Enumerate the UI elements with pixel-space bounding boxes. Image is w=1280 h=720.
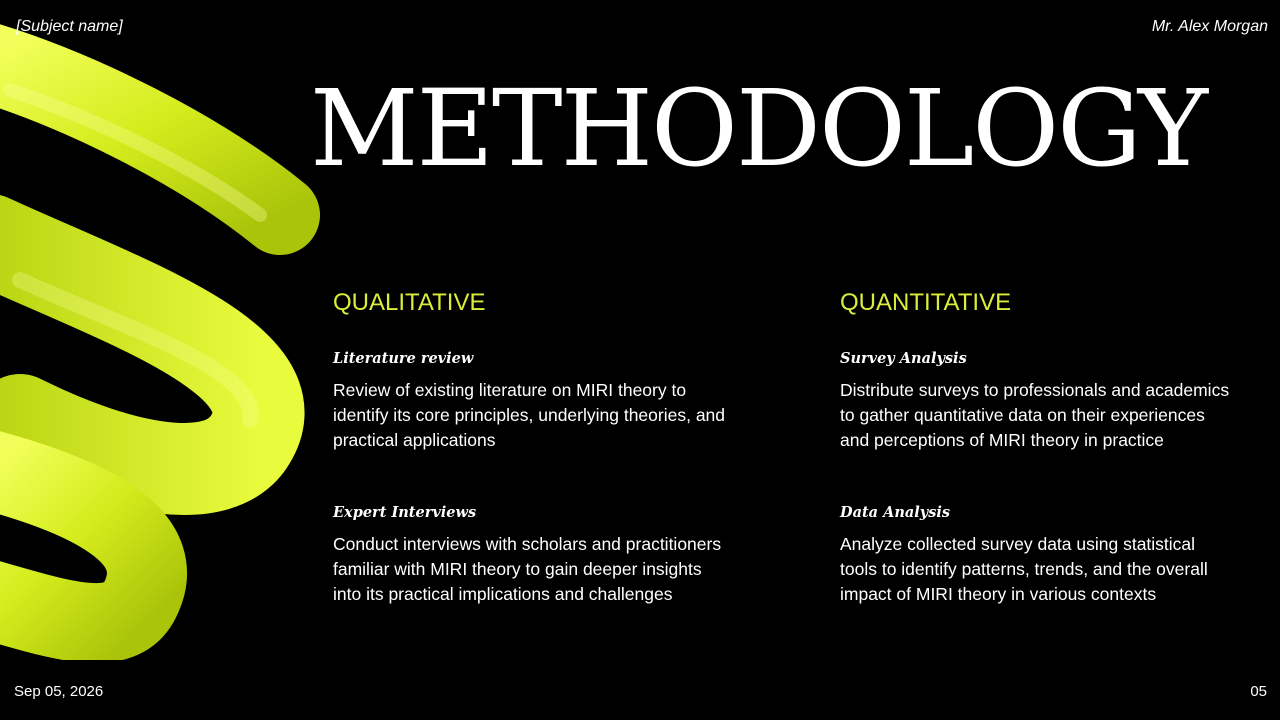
decorative-yellow-coil-graphic [0,0,320,660]
method-item-description: Review of existing literature on MIRI theory to identify its core principles, underlying theories, and practical applications [333,380,726,450]
qualitative-heading: QUALITATIVE [333,289,486,316]
method-item-title: Data Analysis [840,504,951,521]
quantitative-heading: QUANTITATIVE [840,289,1012,316]
quantitative-column [840,288,1240,604]
subject-name: [Subject name] [16,18,123,35]
method-item-description: Distribute surveys to professionals and academics to gather quantitative data on their experiences and perceptions of MIRI theory in practice [840,380,1230,450]
method-item-title: Survey Analysis [840,350,967,367]
method-item [333,504,733,607]
qualitative-column [333,288,733,604]
method-item-title: Literature review [333,350,474,367]
author-name: Mr. Alex Morgan [1151,18,1268,35]
method-item [840,350,1240,453]
method-item-description: Conduct interviews with scholars and practitioners familiar with MIRI theory to gain deeper insights into its practical implications and challenges [333,534,722,604]
footer-date: Sep 05, 2026 [14,683,104,700]
method-item-description: Analyze collected survey data using statistical tools to identify patterns, trends, and the overall impact of MIRI theory in various contexts [840,534,1208,604]
method-item [333,350,733,453]
method-item [840,504,1240,607]
method-item-title: Expert Interviews [333,504,477,521]
page-title: METHODOLOGY [310,67,1206,190]
page-number: 05 [1250,683,1267,700]
